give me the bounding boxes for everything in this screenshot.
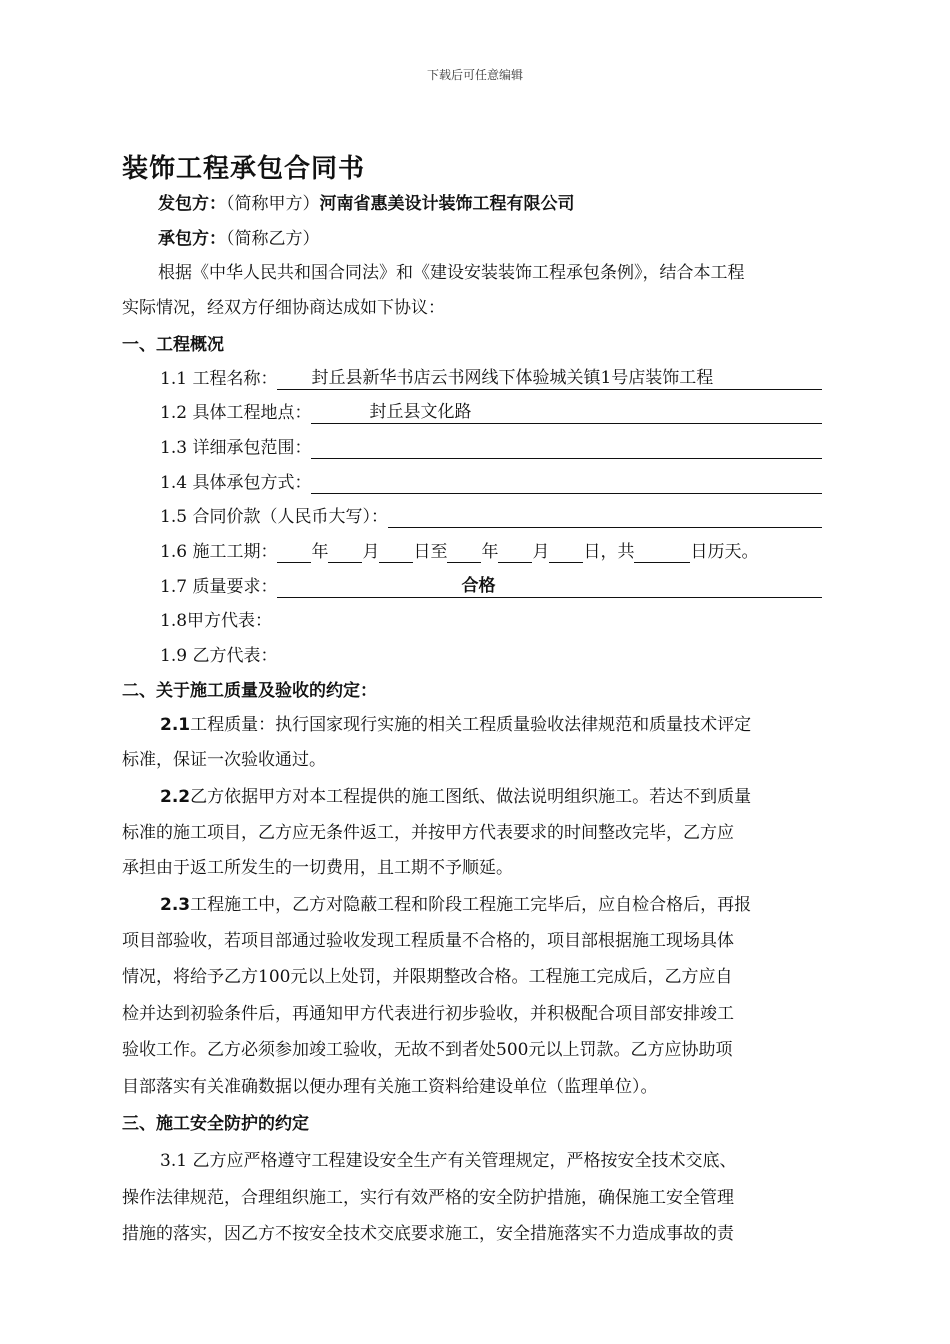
item-1-4 <box>160 472 822 494</box>
item-1-1 <box>160 368 822 390</box>
document-title: 装饰工程承包合同书 <box>122 154 366 184</box>
item-1-2 <box>160 402 822 424</box>
para-2-1-number: 2.1 <box>160 715 191 735</box>
project-location-field <box>311 403 822 424</box>
party-a-note: （简称甲方） <box>226 194 320 214</box>
item-1-2-label: 1.2 具体工程地点： <box>160 403 312 423</box>
quality-field <box>277 577 822 598</box>
item-1-9: 1.9 乙方代表： <box>160 646 278 666</box>
party-b-label: 承包方： <box>158 229 226 249</box>
start-month-blank <box>328 542 362 563</box>
para-3-1-line-3: 措施的落实，因乙方不按安全技术交底要求施工，安全措施落实不力造成事故的责 <box>122 1224 734 1244</box>
section-3-heading: 三、施工安全防护的约定 <box>122 1114 309 1134</box>
para-3-1-line-1: 3.1 乙方应严格遵守工程建设安全生产有关管理规定，严格按安全技术交底、 <box>160 1151 737 1171</box>
para-2-3-text: 工程施工中，乙方对隐蔽工程和阶段工程施工完毕后，应自检合格后，再报 <box>190 895 752 915</box>
page-header: 下载后可任意编辑 <box>426 68 523 82</box>
total-days-blank <box>634 542 690 563</box>
end-year-text: 年 <box>481 542 499 562</box>
para-2-1-line-1 <box>160 714 751 736</box>
item-1-6-label: 1.6 施工工期： <box>160 542 278 562</box>
item-1-7-label: 1.7 质量要求： <box>160 577 278 597</box>
project-location-value: 封丘县文化路 <box>369 402 472 422</box>
item-1-5-label: 1.5 合同价款（人民币大写）： <box>160 507 388 527</box>
item-1-7 <box>160 576 822 598</box>
contract-method-field <box>311 473 822 494</box>
para-2-3-line-1 <box>160 894 751 916</box>
item-1-3 <box>160 437 822 459</box>
end-year-blank <box>447 542 481 563</box>
start-day-text: 日至 <box>413 542 448 562</box>
para-2-3-line-6: 目部落实有关准确数据以便办理有关施工资料给建设单位（监理单位）。 <box>122 1077 658 1097</box>
para-2-2-line-3: 承担由于返工所发生的一切费用，且工期不予顺延。 <box>122 858 513 878</box>
item-1-1-label: 1.1 工程名称： <box>160 369 278 389</box>
party-a-label: 发包方： <box>158 194 226 214</box>
para-2-3-number: 2.3 <box>160 895 191 915</box>
intro-line-2: 实际情况，经双方仔细协商达成如下协议： <box>122 298 445 318</box>
project-name-value: 封丘县新华书店云书网线下体验城关镇1号店装饰工程 <box>311 368 714 388</box>
para-2-2-text: 乙方依据甲方对本工程提供的施工图纸、做法说明组织施工。若达不到质量 <box>190 787 752 807</box>
party-b-note: （简称乙方） <box>226 229 320 249</box>
project-name-field <box>277 369 822 390</box>
para-2-3-line-2: 项目部验收，若项目部通过验收发现工程质量不合格的，项目部根据施工现场具体 <box>122 931 734 951</box>
item-1-8: 1.8甲方代表： <box>160 611 273 631</box>
start-year-text: 年 <box>311 542 329 562</box>
section-1-heading: 一、工程概况 <box>122 335 224 355</box>
start-day-blank <box>379 542 413 563</box>
para-2-2-line-1 <box>160 786 751 808</box>
start-month-text: 月 <box>362 542 380 562</box>
item-1-3-label: 1.3 详细承包范围： <box>160 438 312 458</box>
para-2-2-number: 2.2 <box>160 787 191 807</box>
scope-field <box>311 438 822 459</box>
para-2-3-line-5: 验收工作。乙方必须参加竣工验收，无故不到者处500元以上罚款。乙方应协助项 <box>122 1040 733 1060</box>
para-2-3-line-4: 检并达到初验条件后，再通知甲方代表进行初步验收，并积极配合项目部安排竣工 <box>122 1004 734 1024</box>
contract-price-field <box>388 507 822 528</box>
end-day-text: 日，共 <box>583 542 635 562</box>
party-b-line <box>158 228 320 250</box>
end-month-blank <box>498 542 532 563</box>
item-1-4-label: 1.4 具体承包方式： <box>160 473 312 493</box>
party-a-line <box>158 193 575 215</box>
start-year-blank <box>277 542 311 563</box>
section-2-heading: 二、关于施工质量及验收的约定： <box>122 681 377 701</box>
end-month-text: 月 <box>532 542 550 562</box>
para-2-3-line-3: 情况，将给予乙方100元以上处罚，并限期整改合格。工程施工完成后，乙方应自 <box>122 967 733 987</box>
para-2-2-line-2: 标准的施工项目，乙方应无条件返工，并按甲方代表要求的时间整改完毕，乙方应 <box>122 823 734 843</box>
quality-value: 合格 <box>461 576 496 596</box>
party-a-name: 河南省惠美设计装饰工程有限公司 <box>319 194 575 214</box>
total-days-text: 日历天。 <box>690 542 759 562</box>
item-1-5 <box>160 506 822 528</box>
para-2-1-text: 工程质量：执行国家现行实施的相关工程质量验收法律规范和质量技术评定 <box>190 715 752 735</box>
para-2-1-line-2: 标准，保证一次验收通过。 <box>122 750 326 770</box>
end-day-blank <box>549 542 583 563</box>
para-3-1-line-2: 操作法律规范，合理组织施工，实行有效严格的安全防护措施，确保施工安全管理 <box>122 1188 734 1208</box>
intro-line-1: 根据《中华人民共和国合同法》和《建设安装装饰工程承包条例》，结合本工程 <box>158 263 745 283</box>
item-1-6 <box>160 541 758 563</box>
